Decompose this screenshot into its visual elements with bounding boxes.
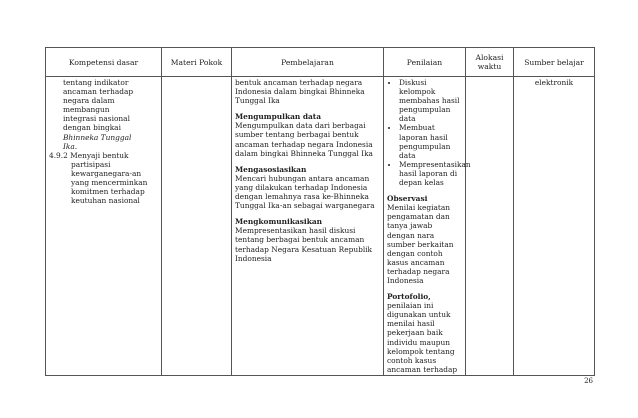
kd-line: keutuhan nasional — [71, 196, 140, 206]
cell-penilaian — [384, 77, 471, 376]
cell-kompetensi-dasar — [46, 77, 162, 376]
header-penilaian: Penilaian — [384, 48, 466, 77]
header-pembelajaran: Pembelajaran — [232, 48, 384, 77]
kd-line: tentang indikator — [63, 78, 129, 87]
kd-line: komitmen terhadap — [71, 187, 145, 197]
kd-line: yang mencerminkan — [71, 178, 148, 188]
list-item: • Membuat laporan hasil pengumpulan data — [399, 123, 462, 159]
penilaian-bullet-list — [387, 78, 471, 188]
cell-materi-pokok — [162, 77, 232, 376]
kd-item-number: 4.9.2 — [49, 150, 68, 160]
cell-sumber-belajar — [514, 77, 595, 376]
section-text: Mencari hubungan antara ancaman yang dilakukan terhadap Indonesia dengan lemahnya rasa ke-Bhinneka Tunggal Ika-an sebagai warganegara — [235, 173, 375, 211]
cell-pembelajaran — [232, 77, 384, 376]
list-item: • Diskusi kelompok membahas hasil pengumpulan data — [399, 78, 462, 123]
section-heading: Mengkomunikasikan — [235, 217, 323, 227]
list-item: • Mempresentasikan hasil laporan di depan kelas — [399, 160, 462, 187]
kd-item-first-line: Menyaji bentuk — [70, 150, 129, 160]
table-header-row — [46, 48, 595, 77]
section-heading: Mengasosiasikan — [235, 164, 307, 174]
section-heading: Mengumpulkan data — [235, 112, 321, 122]
header-alokasi-waktu: Alokasi waktu — [466, 48, 514, 77]
kd-line: integrasi nasional — [63, 114, 130, 124]
kd-line: dengan bingkai — [63, 123, 121, 133]
kd-line: negara dalam — [63, 96, 115, 106]
kd-line: membangun — [63, 105, 110, 115]
kd-item-4-9-2 — [49, 151, 158, 160]
page-number: 26 — [584, 377, 593, 385]
cell-alokasi-waktu — [466, 77, 514, 376]
kd-line: partisipasi — [71, 159, 111, 169]
kd-line: ancaman terhadap — [63, 87, 134, 97]
section-text: Mengumpulkan data dari berbagai sumber tentang berbagai bentuk ancaman terhadap negara Indonesia dalam bingkai Bhinneka Tunggal Ika — [235, 121, 373, 158]
portofolio-text: penilaian ini digunakan untuk menilai hasil pekerjaan baik individu maupun kelompok tentang contoh kasus ancaman terhadap — [387, 301, 458, 374]
observasi-heading: Observasi — [387, 194, 428, 204]
header-sumber-belajar: Sumber belajar — [514, 48, 595, 77]
kd-line-italic: Ika. — [63, 141, 78, 151]
kd-line-italic: Bhinneka Tunggal — [63, 132, 132, 142]
section-text: Mempresentasikan hasil diskusi tentang berbagai bentuk ancaman terhadap Negara Kesatuan Republik Indonesia — [235, 226, 373, 263]
observasi-text: Menilai kegiatan pengamatan dan tanya jawab dengan nara sumber berkaitan dengan contoh kasus ancaman terhadap negara Indonesia — [387, 203, 454, 285]
header-kompetensi-dasar: Kompetensi dasar — [46, 48, 162, 77]
kd-line: kewarganegara-an — [71, 168, 142, 178]
syllabus-table — [45, 47, 595, 376]
header-materi-pokok: Materi Pokok — [162, 48, 232, 77]
sumber-text: elektronik — [534, 78, 574, 87]
table-row — [46, 77, 595, 376]
pembelajaran-intro: bentuk ancaman terhadap negara Indonesia dalam bingkai Bhinneka Tunggal Ika — [235, 78, 365, 106]
portofolio-heading: Portofolio, — [387, 292, 431, 302]
